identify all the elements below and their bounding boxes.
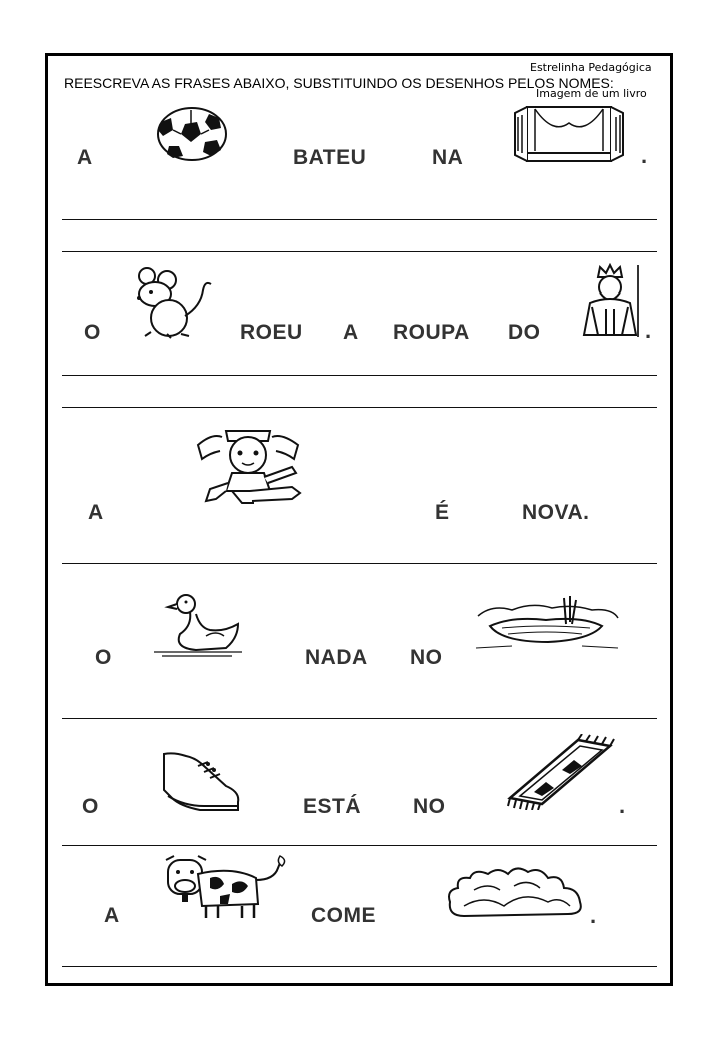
word: A	[88, 501, 104, 524]
answer-line	[62, 251, 657, 252]
word: ROEU	[240, 321, 303, 344]
answer-line	[62, 563, 657, 564]
doll-icon	[192, 427, 318, 511]
answer-line	[62, 219, 657, 220]
pond-icon	[472, 596, 622, 652]
answer-line	[62, 966, 657, 967]
word: O	[82, 795, 99, 818]
mouse-icon	[131, 266, 213, 340]
word: ESTÁ	[303, 795, 362, 818]
word: A	[104, 904, 120, 927]
word: O	[84, 321, 101, 344]
word: DO	[508, 321, 541, 344]
soccer-ball-icon	[155, 106, 229, 162]
word: NA	[432, 146, 464, 169]
word: ROUPA	[393, 321, 470, 344]
word: COME	[311, 904, 376, 927]
credit-site: Estrelinha Pedagógica	[530, 61, 652, 74]
answer-line	[62, 407, 657, 408]
sentence-period: .	[645, 318, 652, 343]
word: A	[343, 321, 359, 344]
word: É	[435, 501, 450, 524]
cow-icon	[162, 854, 290, 922]
word: A	[77, 146, 93, 169]
king-icon	[576, 263, 640, 339]
window-icon	[513, 103, 625, 165]
duck-icon	[152, 590, 244, 660]
word: NO	[413, 795, 446, 818]
word: O	[95, 646, 112, 669]
sentence-period: .	[641, 143, 648, 168]
word: NO	[410, 646, 443, 669]
credit-source: Imagem de um livro	[536, 87, 647, 100]
answer-line	[62, 718, 657, 719]
sentence-period: .	[590, 903, 597, 928]
word: NOVA.	[522, 501, 590, 524]
grass-icon	[444, 862, 586, 920]
page-instruction: REESCREVA AS FRASES ABAIXO, SUBSTITUINDO OS DESENHOS PELOS NOMES:	[64, 75, 614, 91]
rug-icon	[504, 734, 616, 810]
answer-line	[62, 845, 657, 846]
word: BATEU	[293, 146, 367, 169]
shoe-icon	[160, 750, 242, 814]
sentence-period: .	[619, 793, 626, 818]
answer-line	[62, 375, 657, 376]
word: NADA	[305, 646, 368, 669]
